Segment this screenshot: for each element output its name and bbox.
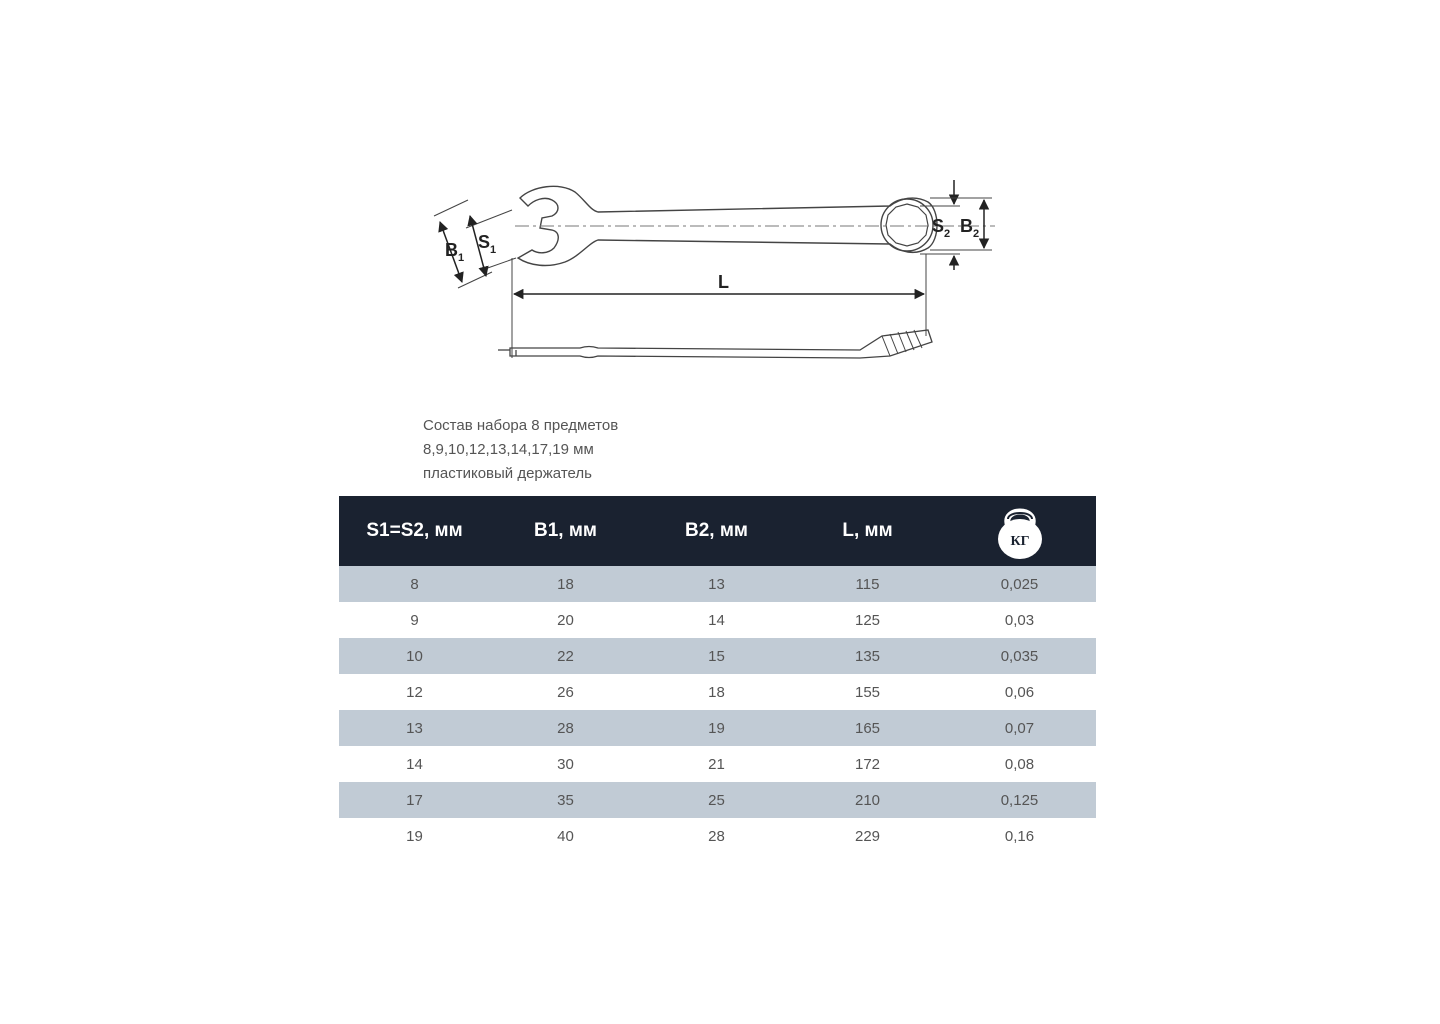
cell-l: 165	[854, 719, 881, 737]
table-row	[339, 566, 1096, 602]
table-row	[339, 710, 1096, 746]
b1-label: $B_1$	[445, 240, 465, 264]
cell-l: 135	[854, 647, 881, 665]
cell-weight: 0,08	[1004, 755, 1035, 773]
s1-label: $S_1$	[478, 232, 497, 256]
cell-l: 172	[854, 755, 881, 773]
description-line: пластиковый держатель	[423, 465, 592, 482]
cell-weight: 0,025	[1000, 575, 1039, 593]
cell-b1: 22	[557, 647, 574, 665]
wrench-side-view	[498, 330, 932, 358]
header-b1: B1, мм	[534, 520, 597, 541]
cell-weight: 0,16	[1004, 827, 1035, 845]
cell-b2: 21	[708, 755, 725, 773]
cell-weight: 0,03	[1004, 611, 1035, 629]
cell-weight: 0,035	[1000, 647, 1039, 665]
table-row	[339, 674, 1096, 710]
cell-b1: 35	[557, 791, 574, 809]
cell-l: 115	[855, 575, 880, 593]
kettlebell-label: КГ	[1009, 534, 1030, 549]
cell-b1: 20	[557, 611, 574, 629]
header-s1-s2: S1=S2, мм	[366, 520, 463, 541]
kettlebell-icon	[994, 501, 1046, 561]
description-line: 8,9,10,12,13,14,17,19 мм	[423, 441, 594, 458]
header-b2: B2, мм	[685, 520, 748, 541]
cell-s1-s2: 13	[406, 719, 423, 737]
table-row	[339, 638, 1096, 674]
cell-s1-s2: 9	[410, 611, 419, 629]
l-label: L	[718, 272, 729, 292]
cell-l: 125	[854, 611, 881, 629]
cell-b2: 28	[708, 827, 725, 845]
table-row	[339, 782, 1096, 818]
cell-l: 210	[854, 791, 881, 809]
s2-label: $S_2$	[932, 216, 951, 240]
cell-weight: 0,06	[1004, 683, 1035, 701]
wrench-drawing	[420, 170, 1060, 370]
cell-b2: 13	[708, 575, 725, 593]
table-body	[339, 566, 1096, 854]
cell-s1-s2: 8	[410, 575, 419, 593]
table-row	[339, 602, 1096, 638]
header-weight	[943, 496, 1096, 566]
cell-b1: 28	[557, 719, 574, 737]
cell-s1-s2: 12	[406, 683, 423, 701]
cell-s1-s2: 10	[406, 647, 423, 665]
cell-s1-s2: 14	[406, 755, 423, 773]
cell-b1: 30	[557, 755, 574, 773]
cell-l: 229	[854, 827, 881, 845]
cell-s1-s2: 19	[406, 827, 423, 845]
table-header-row	[339, 496, 1096, 566]
b2-label: $B_2$	[960, 216, 980, 240]
table-row	[339, 746, 1096, 782]
cell-l: 155	[854, 683, 881, 701]
cell-b1: 40	[557, 827, 574, 845]
cell-weight: 0,07	[1004, 719, 1035, 737]
cell-b2: 25	[708, 791, 725, 809]
cell-b2: 19	[708, 719, 725, 737]
cell-b2: 18	[708, 683, 725, 701]
header-l: L, мм	[842, 520, 893, 541]
cell-b2: 15	[708, 647, 725, 665]
table-row	[339, 818, 1096, 854]
description-line: Состав набора 8 предметов	[423, 417, 619, 434]
cell-b1: 18	[557, 575, 574, 593]
cell-weight: 0,125	[1000, 791, 1039, 809]
set-description	[423, 414, 618, 486]
cell-s1-s2: 17	[406, 791, 423, 809]
cell-b1: 26	[557, 683, 574, 701]
cell-b2: 14	[708, 611, 725, 629]
spec-table	[339, 496, 1096, 854]
